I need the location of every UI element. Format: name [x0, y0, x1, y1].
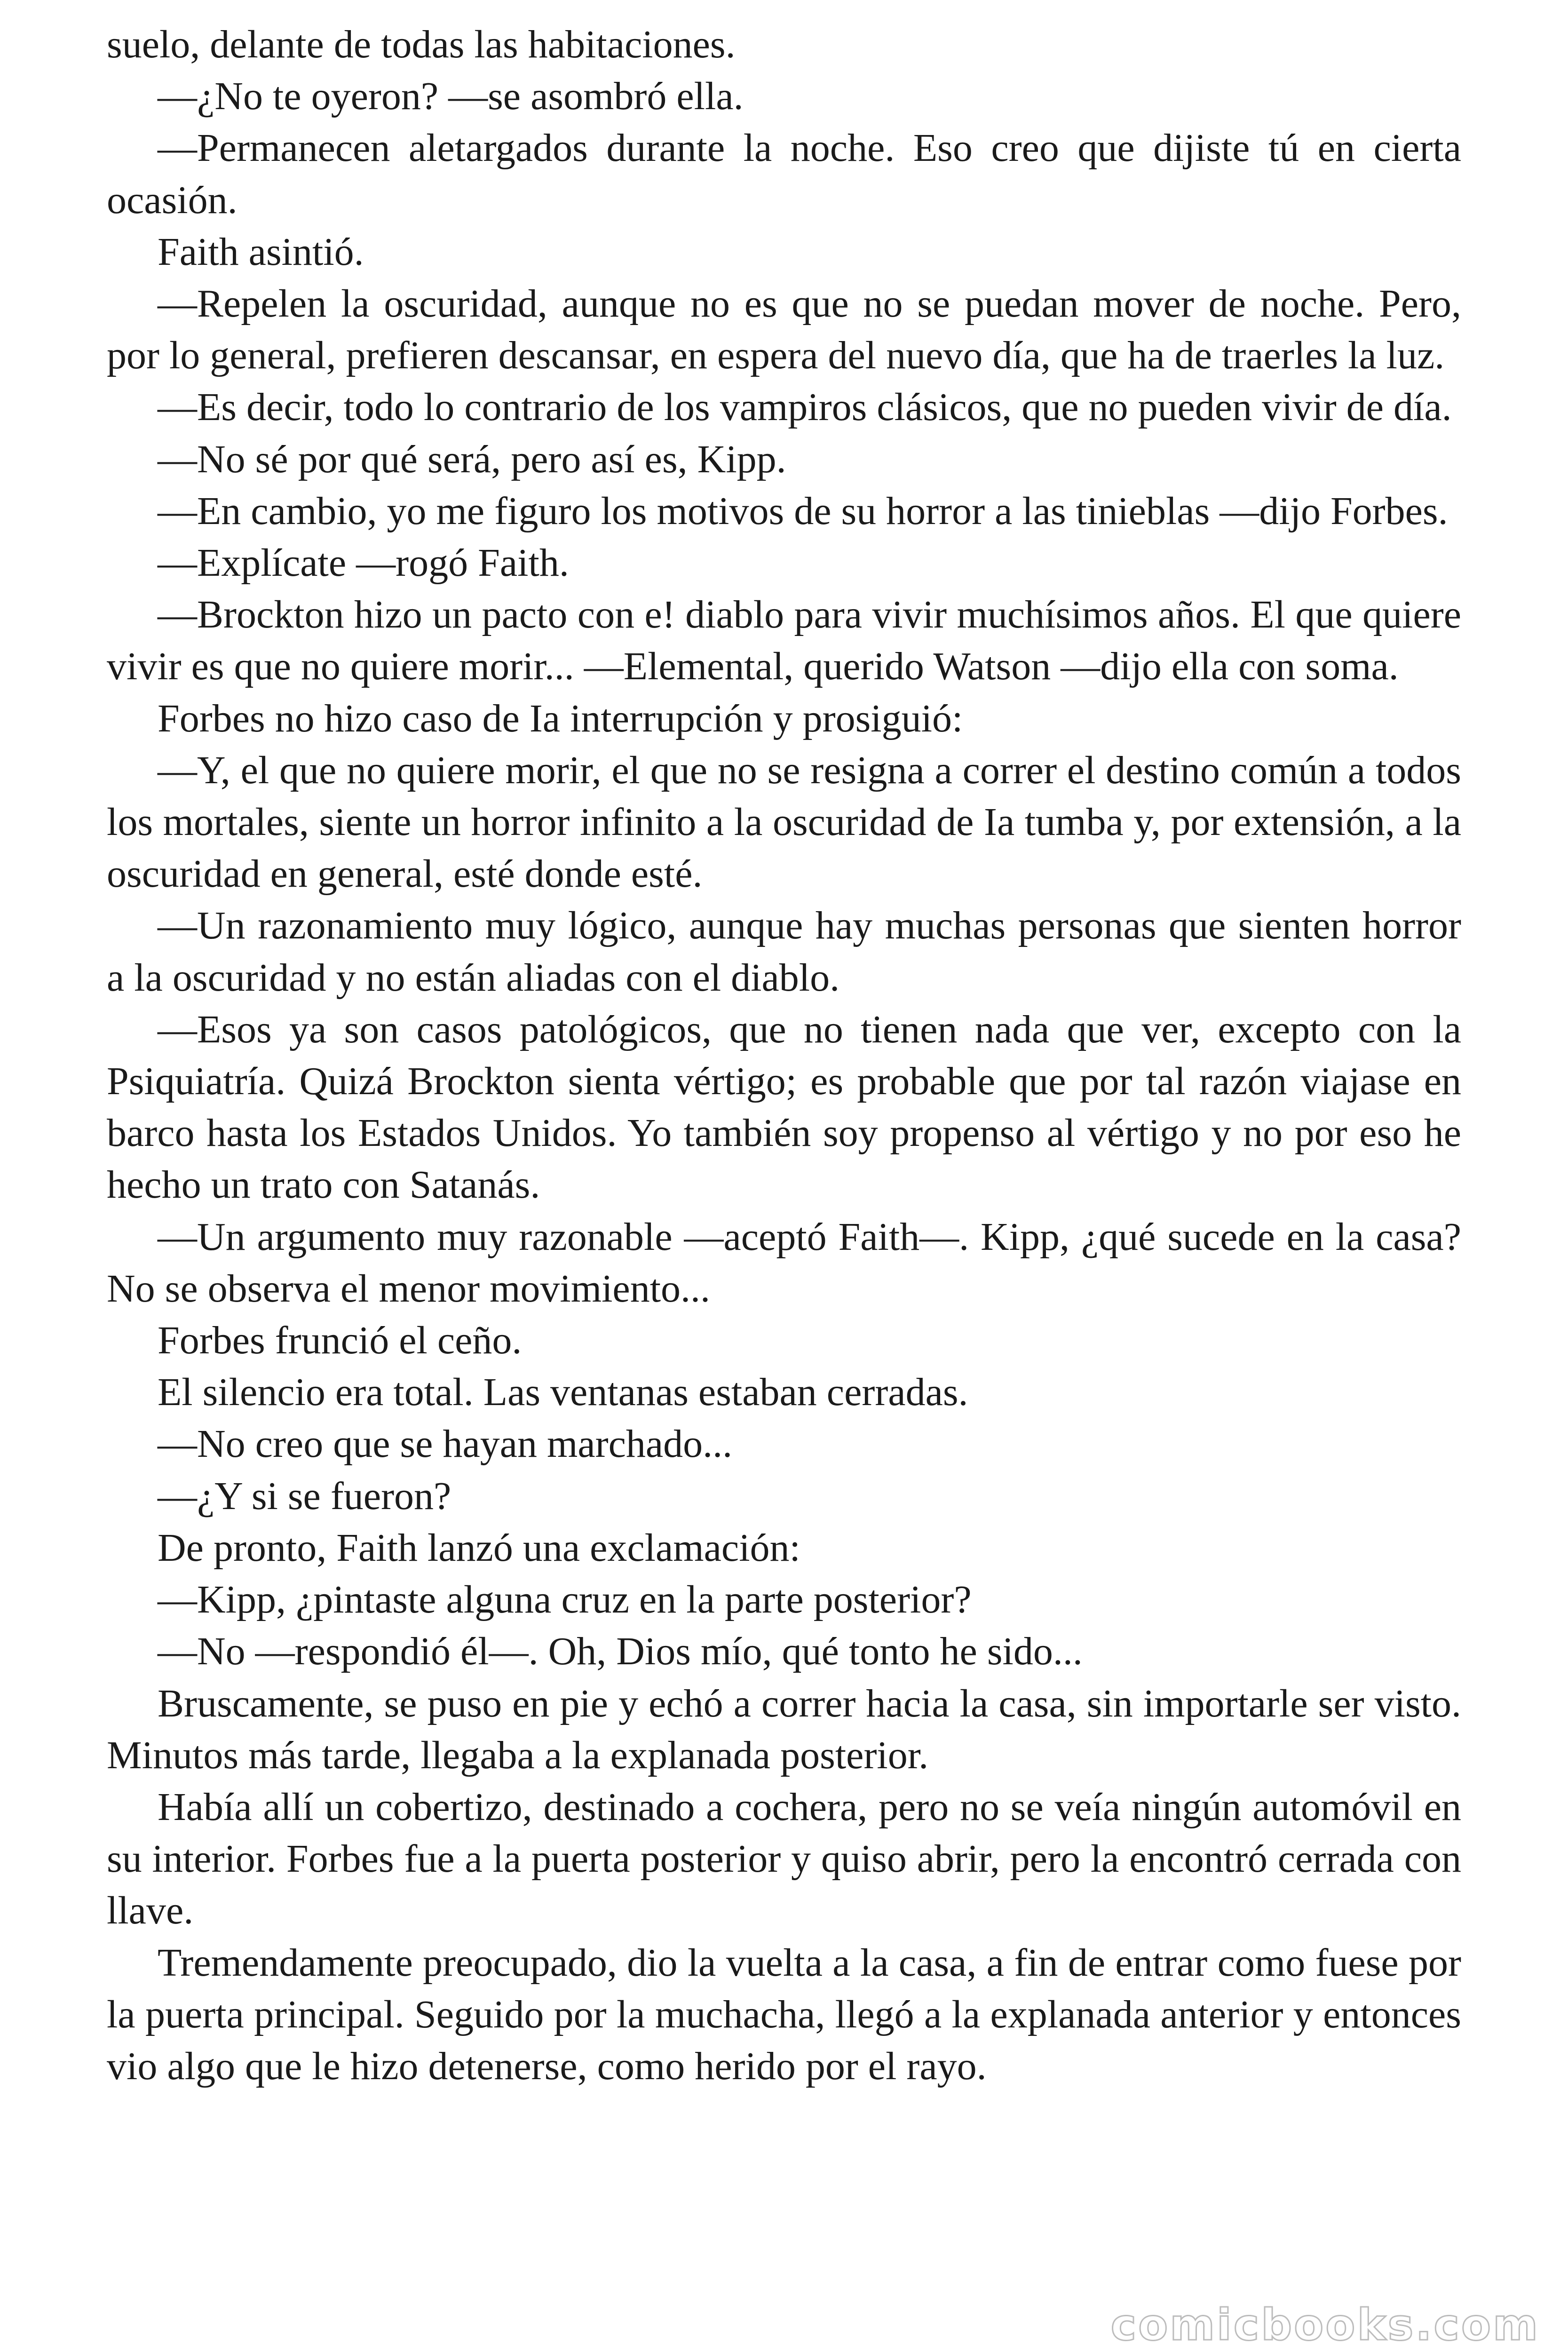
paragraph-3: —Permanecen aletargados durante la noche. Eso creo que dijiste tú en cierta ocasión. [107, 126, 1461, 222]
book-page-text [107, 19, 1461, 2092]
paragraph-14: —Esos ya son casos patológicos, que no tienen nada que ver, excepto con la Psiquiatría. Quizá Brockton sienta vértigo; es probable que por tal razón viajase en barco hasta los Estados Unidos. Yo también soy propenso al vértigo y no por eso he hecho un trato con Satanás. [107, 1007, 1461, 1207]
paragraph-17: El silencio era total. Las ventanas estaban cerradas. [158, 1370, 968, 1414]
paragraph-25: Tremendamente preocupado, dio la vuelta a la casa, a fin de entrar como fuese por la puerta principal. Seguido por la muchacha, llegó a la explanada anterior y entonces vio algo que le hizo detenerse, como herido por el rayo. [107, 1940, 1461, 2088]
paragraph-23: Bruscamente, se puso en pie y echó a correr hacia la casa, sin importarle ser visto. Minutos más tarde, llegaba a la explanada posterior. [107, 1681, 1461, 1777]
paragraph-5: —Repelen la oscuridad, aunque no es que no se puedan mover de noche. Pero, por lo general, prefieren descansar, en espera del nuevo día, que ha de traerles la luz. [107, 282, 1461, 378]
paragraph-13: —Un razonamiento muy lógico, aunque hay muchas personas que sienten horror a la oscuridad y no están aliadas con el diablo. [107, 904, 1461, 1000]
paragraph-12: —Y, el que no quiere morir, el que no se resigna a correr el destino común a todos los mortales, siente un horror infinito a la oscuridad de Ia tumba y, por extensión, a la oscuridad en general, esté donde esté. [107, 748, 1461, 896]
paragraph-6: —Es decir, todo lo contrario de los vampiros clásicos, que no pueden vivir de día. [158, 385, 1452, 429]
paragraph-1: suelo, delante de todas las habitaciones. [107, 23, 736, 66]
paragraph-7: —No sé por qué será, pero así es, Kipp. [158, 437, 786, 481]
paragraph-8: —En cambio, yo me figuro los motivos de su horror a las tinieblas —dijo Forbes. [158, 489, 1448, 533]
paragraph-15: —Un argumento muy razonable —aceptó Faith—. Kipp, ¿qué sucede en la casa? No se observa el menor movimiento... [107, 1215, 1461, 1311]
watermark: comicbooks.com [1110, 2300, 1540, 2350]
paragraph-20: De pronto, Faith lanzó una exclamación: [158, 1526, 800, 1570]
paragraph-16: Forbes frunció el ceño. [158, 1319, 522, 1363]
paragraph-11: Forbes no hizo caso de Ia interrupción y prosiguió: [158, 696, 963, 740]
paragraph-10: —Brockton hizo un pacto con e! diablo para vivir muchísimos años. El que quiere vivir es que no quiere morir... —Elemental, querido Watson —dijo ella con soma. [107, 593, 1461, 689]
paragraph-24: Había allí un cobertizo, destinado a cochera, pero no se veía ningún automóvil en su interior. Forbes fue a la puerta posterior y quiso abrir, pero la encontró cerrada con llave. [107, 1785, 1461, 1933]
paragraph-2: —¿No te oyeron? —se asombró ella. [158, 74, 744, 119]
paragraph-21: —Kipp, ¿pintaste alguna cruz en la parte posterior? [158, 1578, 972, 1622]
paragraph-4: Faith asintió. [158, 230, 364, 274]
paragraph-22: —No —respondió él—. Oh, Dios mío, qué tonto he sido... [158, 1629, 1083, 1674]
paragraph-18: —No creo que se hayan marchado... [158, 1422, 733, 1466]
paragraph-19: —¿Y si se fueron? [158, 1474, 451, 1518]
paragraph-9: —Explícate —rogó Faith. [158, 541, 569, 585]
